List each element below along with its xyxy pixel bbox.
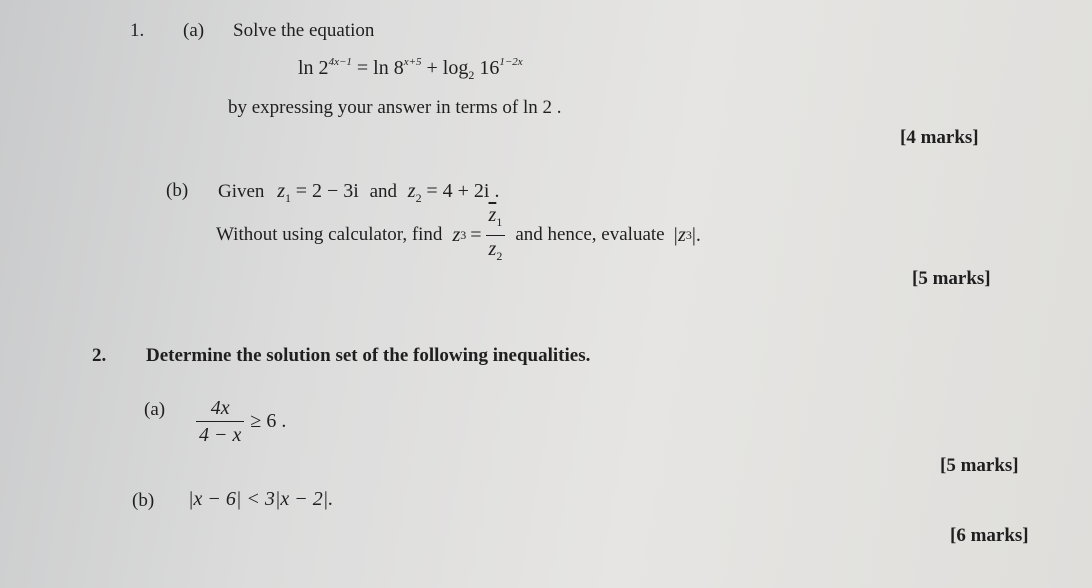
q2a-label: (a) (144, 399, 166, 420)
eq-lhs-fn: ln 2 (298, 57, 329, 79)
q2-instruction: Determine the solution set of the following inequalities. (146, 345, 591, 366)
q1a-note: by expressing your answer in terms of ln 2 . (228, 97, 562, 118)
eq-log-base: 2 (468, 68, 475, 82)
z1-value: = 2 − 3i (295, 180, 359, 202)
eq-equals: = (356, 57, 369, 79)
eq-rhs1-fn: ln 8 (373, 57, 404, 79)
z1bar-over-z2 (486, 202, 506, 269)
and-word: and (369, 181, 398, 202)
q1a-instruction: Solve the equation (233, 20, 375, 41)
q1a-marks: [4 marks] (900, 127, 979, 148)
z2-value: = 4 + 2i . (426, 180, 500, 202)
z3-sub: 3 (460, 227, 467, 242)
q1a-equation (298, 56, 523, 83)
z1: z (277, 180, 285, 202)
eq-plus-log: + log (426, 57, 469, 79)
q2a-num: 4x (196, 395, 244, 422)
q2a-inequality (196, 395, 286, 448)
frac-num-sub: 1 (496, 214, 503, 229)
modulus-end: |. (691, 223, 701, 246)
q2b-marks: [6 marks] (950, 525, 1029, 546)
z1-sub: 1 (284, 191, 291, 205)
q1b-instruction (216, 205, 701, 265)
z2-sub: 2 (415, 191, 422, 205)
z3: z (452, 223, 461, 246)
modulus-sub: 3 (685, 227, 692, 242)
given-prefix: Given (218, 181, 265, 202)
frac-num: $\overline{z}$ (488, 203, 497, 226)
instruction-suffix: and hence, evaluate (515, 224, 665, 245)
frac-den: z (488, 237, 497, 260)
q2-number: 2. (92, 345, 107, 366)
q1b-label: (b) (166, 180, 189, 201)
z2: z (407, 180, 416, 202)
eq-rhs2-num: 16 (479, 57, 500, 79)
q1a-label: (a) (183, 20, 205, 41)
q2b-inequality: |x − 6| < 3|x − 2|. (188, 488, 334, 510)
q1b-given (218, 180, 499, 206)
q2a-fraction (196, 395, 244, 448)
z3-equals: = (470, 223, 482, 246)
q2a-den: 4 − x (199, 424, 242, 446)
q1-number: 1. (130, 20, 145, 41)
modulus-z3: |z (672, 223, 686, 246)
eq-rhs2-exp: 1−2x (499, 56, 523, 68)
q2a-marks: [5 marks] (940, 455, 1019, 476)
frac-den-sub: 2 (496, 248, 503, 263)
instruction-prefix: Without using calculator, find (216, 224, 443, 245)
eq-lhs-exp: 4x−1 (328, 56, 352, 68)
eq-rhs1-exp: x+5 (403, 56, 422, 68)
q1b-marks: [5 marks] (912, 268, 991, 289)
q2a-relation: ≥ 6 . (250, 410, 287, 432)
q2b-label: (b) (132, 490, 155, 511)
